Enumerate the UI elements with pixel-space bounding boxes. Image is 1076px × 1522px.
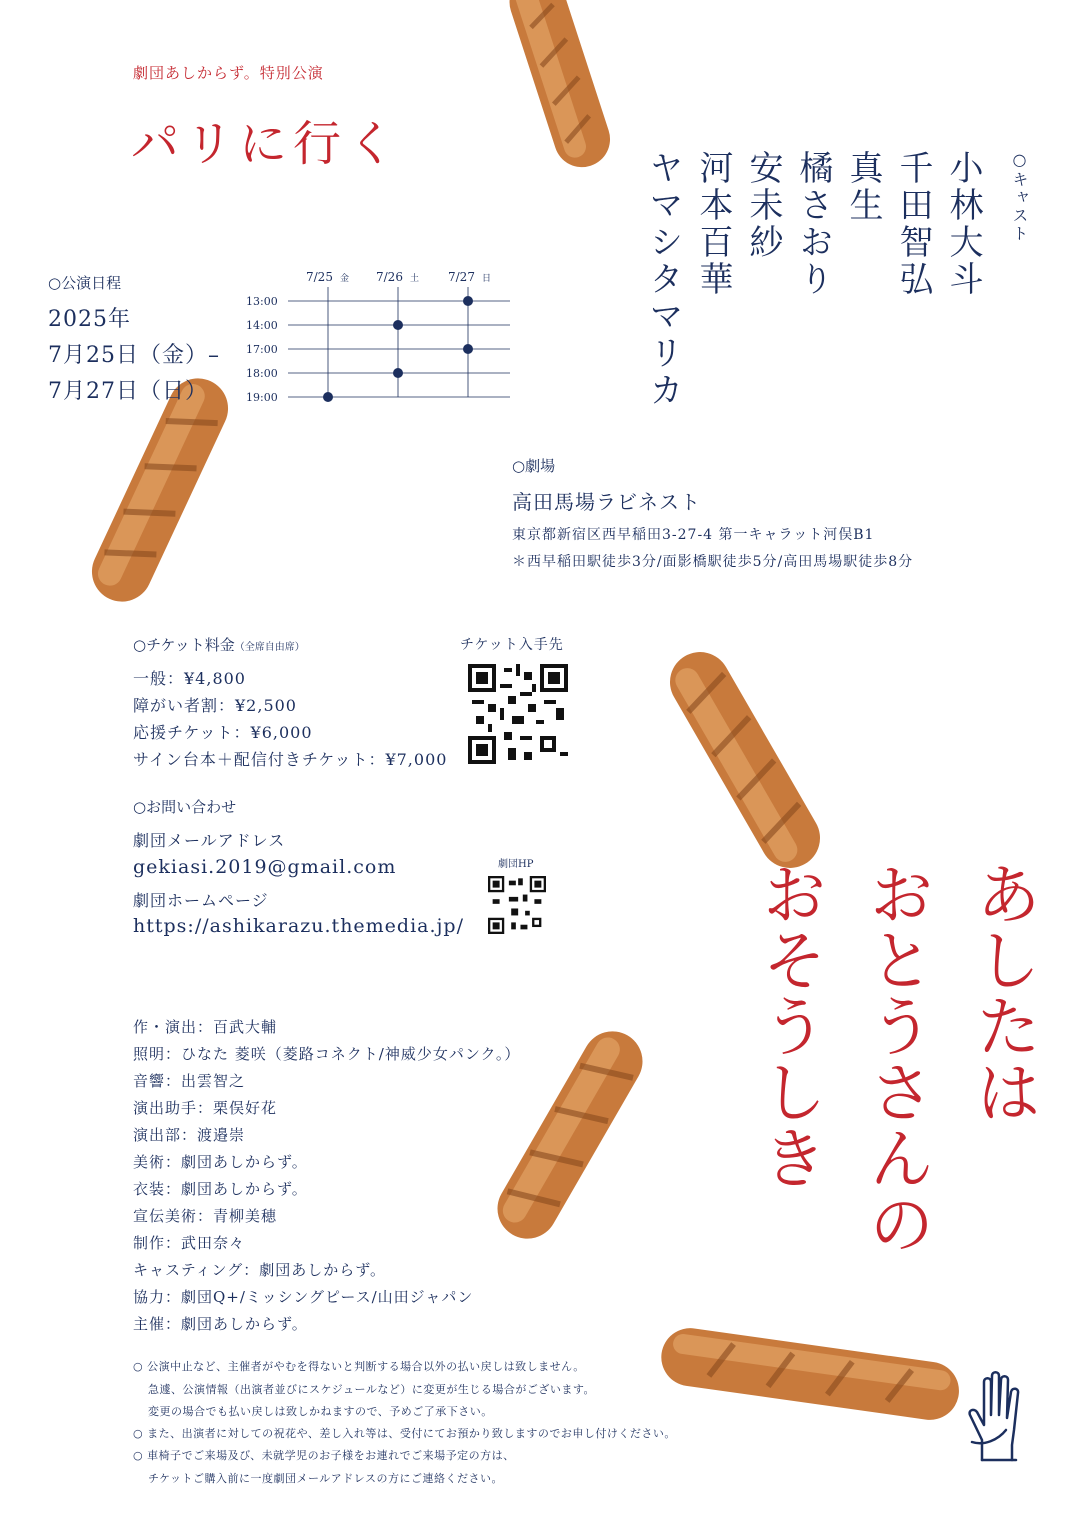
ticket-price: 一般：¥4,800 [133,669,246,688]
schedule-grid [240,265,520,415]
contact-email[interactable]: gekiasi.2019@gmail.com [133,856,397,878]
cast-name: ヤマシタマリカ [643,150,683,409]
schedule-range-start: 7月25日（金）– [48,343,220,368]
credit-line: 協力：劇団Q+/ミッシングピース/山田ジャパン [133,1288,474,1306]
hp-qr-code[interactable] [488,876,546,934]
date-label: 7/25 [306,270,333,284]
hand-logo-icon [962,1370,1032,1470]
ticket-heading-note: （全席自由席） [234,642,305,653]
hp-qr-label: 劇団HP [498,859,534,870]
main-title-line: あしたは [964,860,1042,1124]
time-label: 18:00 [246,367,278,380]
baguette-illustration-right [660,640,830,880]
performance-dot [323,392,333,402]
time-label: 13:00 [246,295,278,308]
ticket-qr-label: チケット入手先 [460,637,564,653]
credit-line: 音響：出雲智之 [133,1072,246,1090]
schedule-range-end: 7月27日（日） [48,379,208,404]
cast-name: 安未紗 [743,150,783,261]
time-label: 19:00 [246,391,278,404]
email-label: 劇団メールアドレス [133,831,286,850]
show-title: パリに行く [131,116,402,172]
notice-line: 急遽、公演情報（出演者並びにスケジュールなど）に変更が生じる場合がございます。 [148,1383,595,1396]
credit-line: 主催：劇団あしからず。 [133,1315,308,1333]
notice-line: ○ 公演中止など、主催者がやむを得ないと判断する場合以外の払い戻しは致しません。 [133,1360,585,1373]
baguette-illustration-bottom [650,1320,970,1430]
ticket-qr-code[interactable] [468,664,568,764]
ticket-heading-row [133,634,305,655]
venue-name: 高田馬場ラビネスト [512,490,701,514]
venue-address: 東京都新宿区西早稲田3-27-4 第一キャラット河俣B1 [512,527,875,543]
performance-dot [463,344,473,354]
venue-access: ＊西早稲田駅徒歩3分/面影橋駅徒歩5分/高田馬場駅徒歩8分 [512,554,914,570]
credit-line: 作・演出：百武大輔 [133,1018,278,1036]
contact-heading: ○お問い合わせ [133,798,237,816]
weekday-label: 土 [410,274,420,284]
date-label: 7/27 [448,270,475,284]
ticket-price: 障がい者割：¥2,500 [133,696,297,715]
ticket-heading: ○チケット料金 [133,636,235,654]
presenter-label: 劇団あしからず。特別公演 [133,64,324,82]
schedule-heading: ○公演日程 [48,274,122,292]
time-label: 14:00 [246,319,278,332]
notice-line: ○ また、出演者に対しての祝花や、差し入れ等は、受付にてお預かり致しますのでお申し付けください。 [133,1427,676,1440]
baguette-illustration-top [500,0,630,180]
time-label: 17:00 [246,343,278,356]
credit-line: 演出助手：栗俣好花 [133,1099,278,1117]
credit-line: 制作：武田奈々 [133,1234,246,1252]
notice-line: チケットご購入前に一度劇団メールアドレスの方にご連絡ください。 [148,1472,503,1485]
cast-heading: ○キャスト [1010,150,1029,243]
performance-dot [393,368,403,378]
ticket-price: サイン台本＋配信付きチケット：¥7,000 [133,750,448,769]
cast-name: 小林大斗 [943,150,983,298]
main-title-line: おそうしき [750,860,828,1190]
credit-line: 衣装：劇団あしからず。 [133,1180,308,1198]
schedule-year: 2025年 [48,307,131,332]
cast-name: 河本百華 [693,150,733,298]
credit-line: 宣伝美術：青柳美穂 [133,1207,278,1225]
credit-line: 美術：劇団あしからず。 [133,1153,308,1171]
credit-line: キャスティング：劇団あしからず。 [133,1261,387,1279]
venue-heading: ○劇場 [512,457,556,475]
performance-dot [463,296,473,306]
credit-line: 演出部：渡邉崇 [133,1126,246,1144]
ticket-price: 応援チケット：¥6,000 [133,723,313,742]
notice-line: 変更の場合でも払い戻しは致しかねますので、予めご了承下さい。 [148,1405,493,1418]
cast-name: 橘さおり [793,150,833,298]
cast-name: 真生 [843,150,883,224]
date-label: 7/26 [376,270,403,284]
homepage-label: 劇団ホームページ [133,891,269,910]
main-title-line: おとうさんの [857,860,935,1256]
weekday-label: 金 [340,274,350,284]
performance-dot [393,320,403,330]
credit-line: 照明：ひなた 菱咲（菱路コネクト/神威少女パンク。） [133,1045,521,1063]
weekday-label: 日 [482,274,492,284]
cast-name: 千田智弘 [893,150,933,298]
notice-line: ○ 車椅子でご来場及び、未就学児のお子様をお連れでご来場予定の方は、 [133,1449,515,1462]
homepage-url[interactable]: https://ashikarazu.themedia.jp/ [133,915,464,937]
